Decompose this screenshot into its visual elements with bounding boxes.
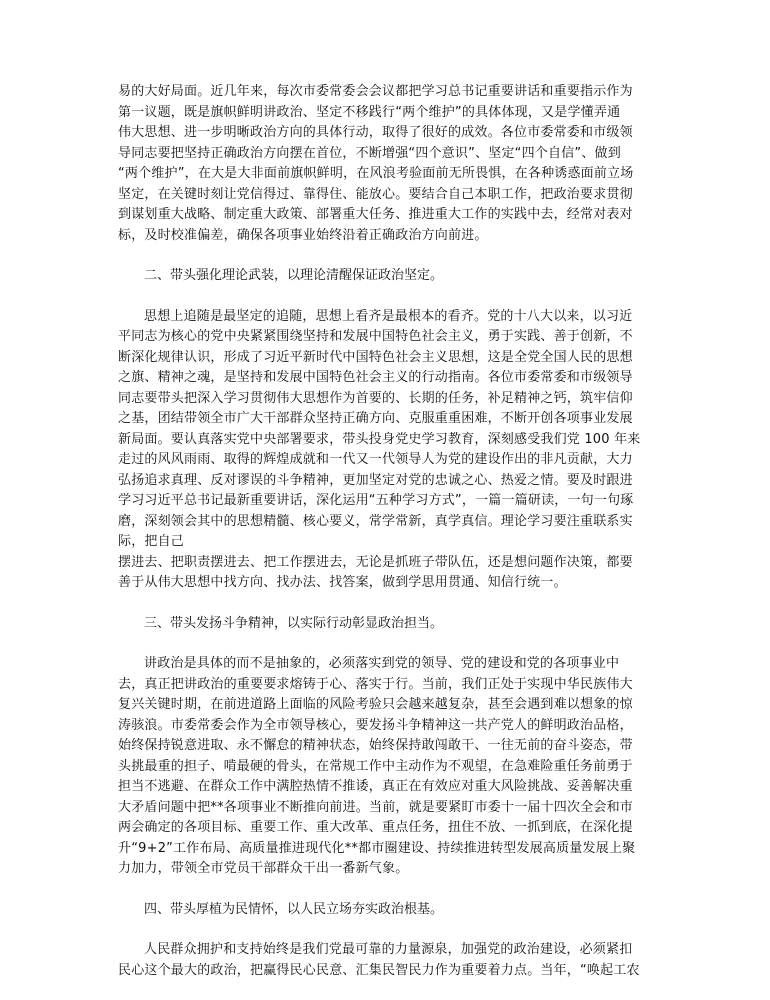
text-line: 第一议题，既是旗帜鲜明讲政治、坚定不移践行“两个维护”的具体体现，又是学懂弄通 — [118, 104, 621, 120]
text-line: 善于从伟大思想中找方向、找办法、找答案，做到学思用贯通、知信行统一。 — [118, 575, 567, 590]
section-heading-2: 二、带头强化理论武装，以理论清醒保证政治坚定。 — [144, 268, 444, 283]
text-line: 断深化规律认识，形成了习近平新时代中国特色社会主义思想，这是全党全国人民的思想 — [118, 349, 633, 365]
text-line: “两个维护”，在大是大非面前旗帜鲜明，在风浪考验面前无所畏惧，在各种诱惑面前立场 — [118, 166, 634, 181]
text-line: 大矛盾问题中把**各项事业不断推向前进。当前，就是要紧盯市委十一届十四次全会和市 — [118, 799, 634, 815]
text-line: 担当不逃避、在群众工作中满腔热情不推诿，真正在有效应对重大风险挑战、妥善解决重 — [118, 779, 633, 794]
text-line: 学习习近平总书记最新重要讲话，深化运用“五种学习方式”，一篇一篇研读，一句一句琢 — [118, 493, 634, 508]
document-page — [118, 82, 658, 981]
text-line: 力加力，带领全市党员干部群众干出一番新气象。 — [118, 861, 409, 876]
text-line: 升“9+2”工作布局、高质量推进现代化**都市圈建设、持续推进转型发展高质量发展上聚 — [118, 840, 636, 856]
text-line: 之基，团结带领全市广大干部群众坚持正确方向、克服重重困难，不断开创各项事业发展 — [118, 411, 633, 426]
text-line: 民心这个最大的政治，把赢得民心民意、汇集民智民力作为重要着力点。当年，“唤起工农 — [118, 962, 640, 978]
paragraph-4 — [118, 940, 658, 981]
section-heading-4: 四、带头厚植为民情怀，以人民立场夯实政治根基。 — [144, 901, 444, 917]
text-line: 平同志为核心的党中央紧紧围绕坚持和发展中国特色社会主义，勇于实践、善于创新，不 — [118, 329, 633, 344]
text-line: 头挑最重的担子、啃最硬的骨头，在常规工作中主动作为不观望，在急难险重任务前勇于 — [118, 758, 633, 774]
text-line: 际，把自己 — [118, 534, 185, 549]
text-line: 人民群众拥护和支持始终是我们党最可靠的力量源泉，加强党的政治建设，必须紧扣 — [144, 942, 633, 957]
paragraph-1 — [118, 82, 658, 246]
text-line: 标，及时校准偏差，确保各项事业始终沿着正确政治方向前进。 — [118, 227, 488, 243]
text-line: 之旗、精神之魂，是坚持和发展中国特色社会主义的行动指南。各位市委常委和市级领导 — [118, 370, 633, 385]
text-line: 磨，深刻领会其中的思想精髓、核心要义，常学常新，真学真信。理论学习要注重联系实 — [118, 513, 633, 529]
text-line: 新局面。要认真落实党中央部署要求，带头投身党史学习教育，深刻感受我们党 100 年来 — [118, 431, 641, 447]
text-line: 思想上追随是最坚定的追随，思想上看齐是最根本的看齐。党的十八大以来，以习近 — [144, 308, 633, 324]
text-line: 去，真正把讲政治的重要要求熔铸于心、落实于行。当前，我们正处于实现中华民族伟大 — [118, 676, 633, 692]
text-line: 弘扬追求真理、反对谬误的斗争精神，更加坚定对党的忠诚之心、热爱之情。要及时跟进 — [118, 472, 633, 488]
text-line: 摆进去、把职责摆进去、把工作摆进去，无论是抓班子带队伍，还是想问题作决策，都要 — [118, 554, 633, 570]
text-line: 易的大好局面。近几年来，每次市委常委会会议都把学习总书记重要讲话和重要指示作为 — [118, 84, 633, 99]
text-line: 复兴关键时期，在前进道路上面临的风险考验只会越来越复杂，甚至会遇到难以想象的惊 — [118, 697, 633, 712]
text-line: 坚定，在关键时刻让党信得过、靠得住、能放心。要结合自己本职工作，把政治要求贯彻 — [118, 186, 633, 202]
text-line: 伟大思想、进一步明晰政治方向的具体行动，取得了很好的成效。各位市委常委和市级领 — [118, 125, 633, 140]
text-line: 讲政治是具体的而不是抽象的，必须落实到党的领导、党的建设和党的各项事业中 — [144, 656, 620, 671]
text-line: 到谋划重大战略、制定重大政策、部署重大任务、推进重大工作的实践中去，经常对表对 — [118, 207, 633, 222]
text-line: 导同志要把坚持正确政治方向摆在首位，不断增强“四个意识”、坚定“四个自信”、做到 — [118, 145, 621, 161]
paragraph-3 — [118, 654, 658, 880]
text-line: 走过的风风雨雨、取得的辉煌成就和一代又一代领导人为党的建设作出的非凡贡献，大力 — [118, 452, 633, 467]
paragraph-2 — [118, 307, 658, 594]
text-line: 涛骇浪。市委常委会作为全市领导核心，要发扬斗争精神这一共产党人的鲜明政治品格， — [118, 717, 633, 733]
section-heading-3: 三、带头发扬斗争精神，以实际行动彰显政治担当。 — [144, 615, 444, 631]
text-line: 同志要带头把深入学习贯彻伟大思想作为首要的、长期的任务，补足精神之钙，筑牢信仰 — [118, 390, 633, 406]
text-line: 两会确定的各项目标、重要工作、重大改革、重点任务，扭住不放、一抓到底，在深化提 — [118, 820, 633, 835]
text-line: 始终保持锐意进取、永不懈怠的精神状态，始终保持敢闯敢干、一往无前的奋斗姿态，带 — [118, 738, 633, 753]
